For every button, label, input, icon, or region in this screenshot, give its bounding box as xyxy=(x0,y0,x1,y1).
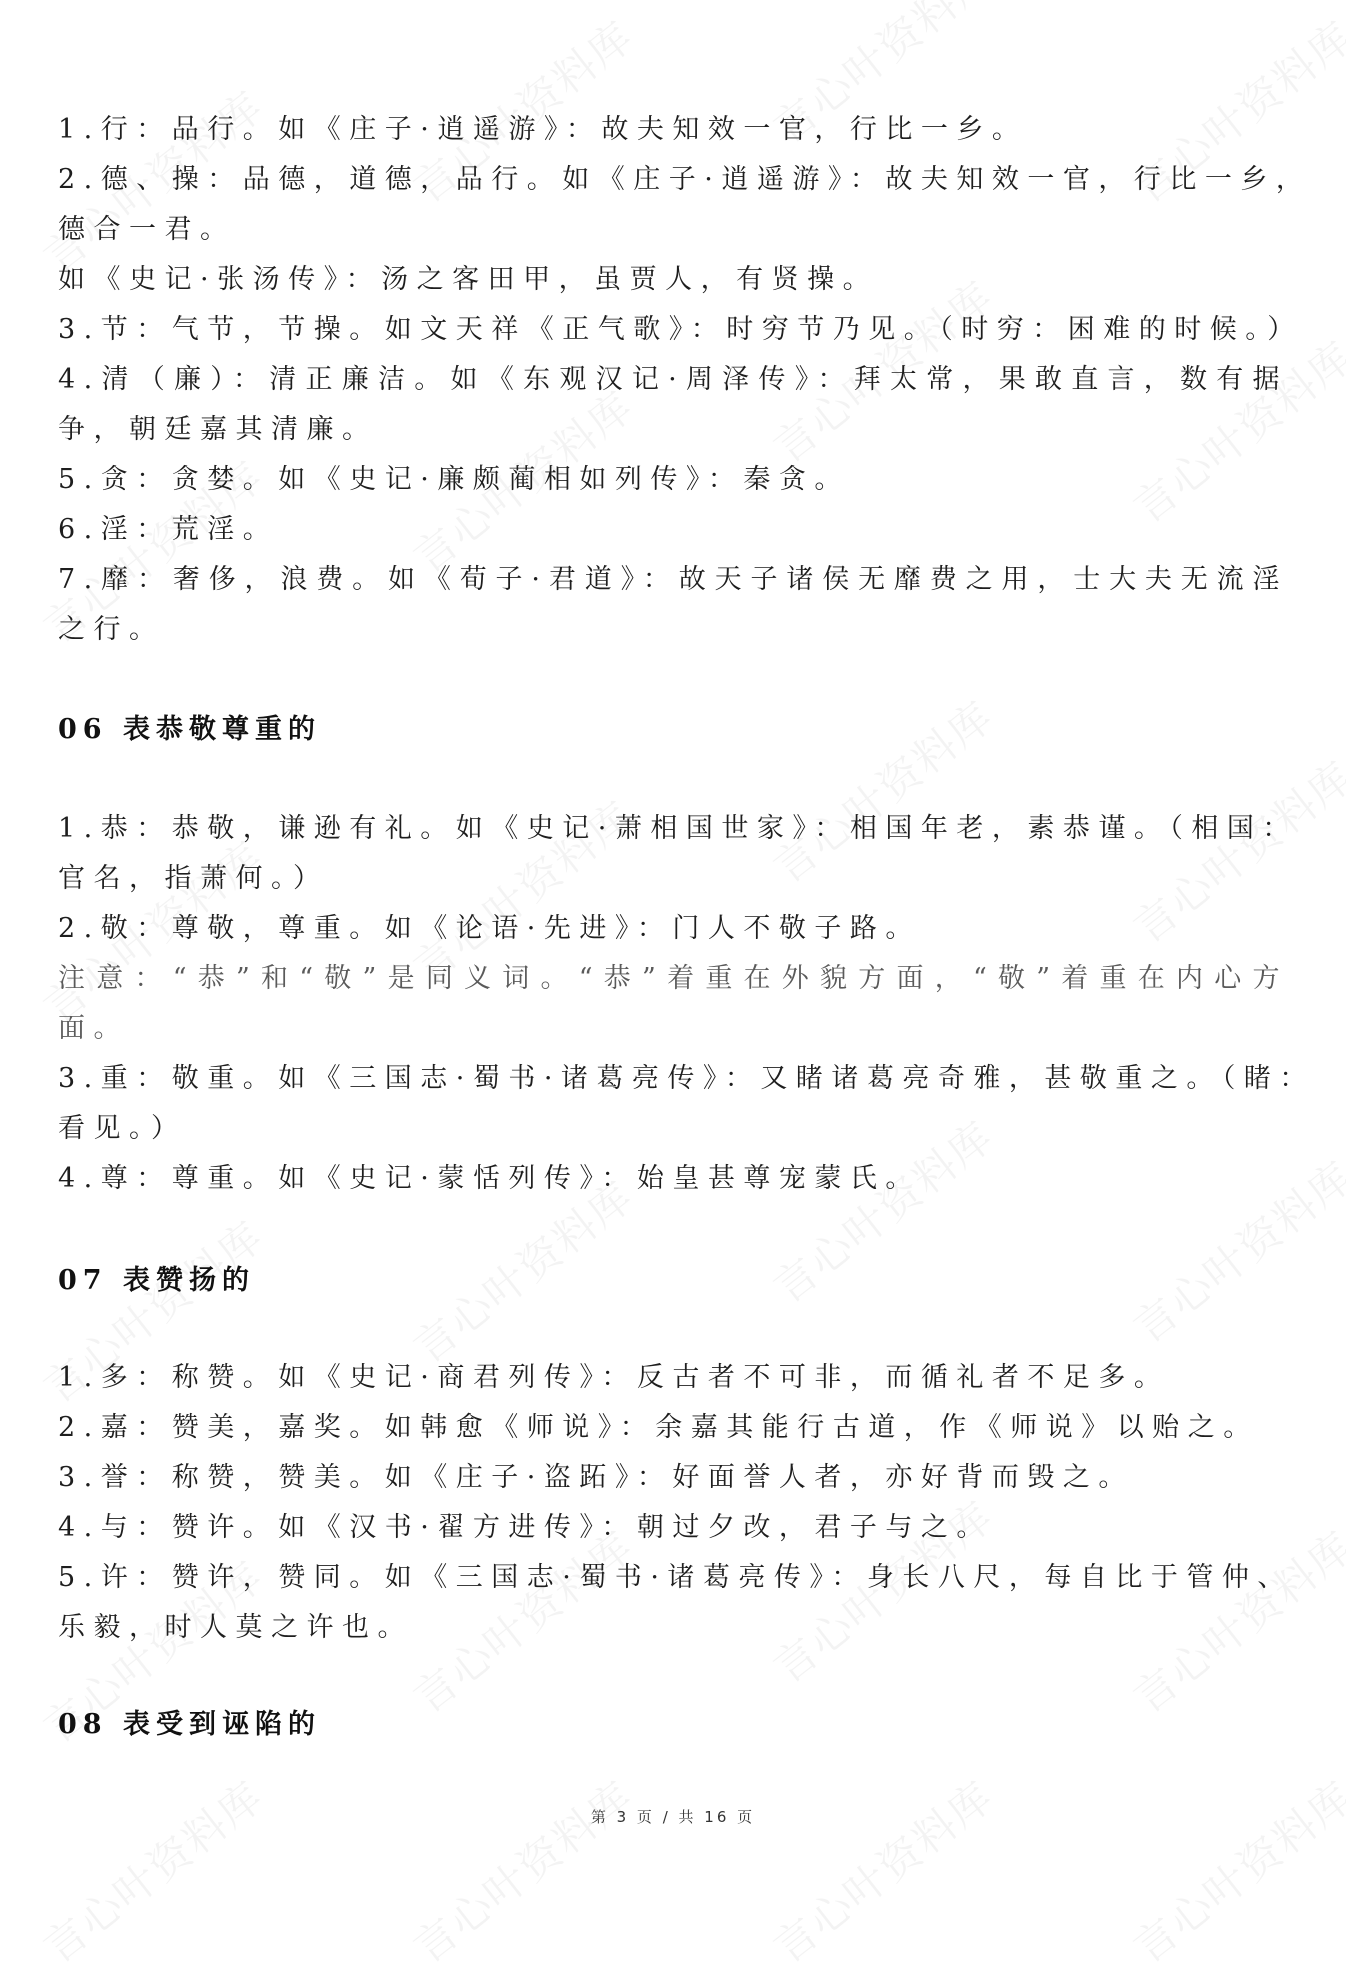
watermark xyxy=(1120,1765,1346,1975)
list-item-continuation: 德合一君。 xyxy=(58,214,236,245)
list-item-continuation: 看见。） xyxy=(58,1113,187,1144)
list-item: 5.贪：贪婪。如《史记·廉颇蔺相如列传》：秦贪。 xyxy=(58,464,850,495)
list-item: 5.许：赞许，赞同。如《三国志·蜀书·诸葛亮传》：身长八尺，每自比于管仲、 xyxy=(58,1562,1293,1593)
list-item: 1.恭：恭敬，谦逊有礼。如《史记·萧相国世家》：相国年老，素恭谨。（相国： xyxy=(58,813,1298,844)
list-item: 6.淫：荒淫。 xyxy=(58,514,279,545)
note-text: 注意：“恭”和“敬”是同义词。“恭”着重在外貌方面，“敬”着重在内心方 xyxy=(58,963,1288,994)
list-item: 1.行：品行。如《庄子·逍遥游》：故夫知效一官，行比一乡。 xyxy=(58,114,1028,145)
watermark xyxy=(760,1765,1005,1975)
list-item: 如《史记·张汤传》：汤之客田甲，虽贾人，有贤操。 xyxy=(58,264,879,295)
list-item: 4.清（廉）：清正廉洁。如《东观汉记·周泽传》：拜太常，果敢直言，数有据 xyxy=(58,364,1288,395)
watermark xyxy=(400,1765,645,1975)
watermark xyxy=(30,1765,275,1975)
list-item: 3.重：敬重。如《三国志·蜀书·诸葛亮传》：又睹诸葛亮奇雅，甚敬重之。（睹： xyxy=(58,1063,1315,1094)
list-item-continuation: 争，朝廷嘉其清廉。 xyxy=(58,414,378,445)
list-item: 3.誉：称赞，赞美。如《庄子·盗跖》：好面誉人者，亦好背而毁之。 xyxy=(58,1462,1134,1493)
list-item: 2.敬：尊敬，尊重。如《论语·先进》：门人不敬子路。 xyxy=(58,913,921,944)
section-heading: 08 表受到诬陷的 xyxy=(58,1709,321,1740)
list-item-continuation: 乐毅，时人莫之许也。 xyxy=(58,1612,413,1643)
list-item: 2.德、操：品德，道德，品行。如《庄子·逍遥游》：故夫知效一官，行比一乡， xyxy=(58,164,1312,195)
list-item-continuation: 之行。 xyxy=(58,614,165,645)
list-item-continuation: 官名，指萧何。） xyxy=(58,863,329,894)
list-item: 4.尊：尊重。如《史记·蒙恬列传》：始皇甚尊宠蒙氏。 xyxy=(58,1163,921,1194)
section-heading: 06 表恭敬尊重的 xyxy=(58,714,321,745)
section-heading: 07 表赞扬的 xyxy=(58,1265,255,1296)
list-item: 2.嘉：赞美，嘉奖。如韩愈《师说》：余嘉其能行古道，作《师说》以贻之。 xyxy=(58,1412,1259,1443)
note-text-continuation: 面。 xyxy=(58,1013,129,1044)
page-footer: 第 3 页 / 共 16 页 xyxy=(590,1808,756,1826)
list-item: 4.与：赞许。如《汉书·翟方进传》：朝过夕改，君子与之。 xyxy=(58,1512,992,1543)
list-item: 3.节：气节，节操。如文天祥《正气歌》：时穷节乃见。（时穷：困难的时候。） xyxy=(58,314,1303,345)
list-item: 7.靡：奢侈，浪费。如《荀子·君道》：故天子诸侯无靡费之用，士大夫无流淫 xyxy=(58,564,1288,595)
list-item: 1.多：称赞。如《史记·商君列传》：反古者不可非，而循礼者不足多。 xyxy=(58,1362,1170,1393)
